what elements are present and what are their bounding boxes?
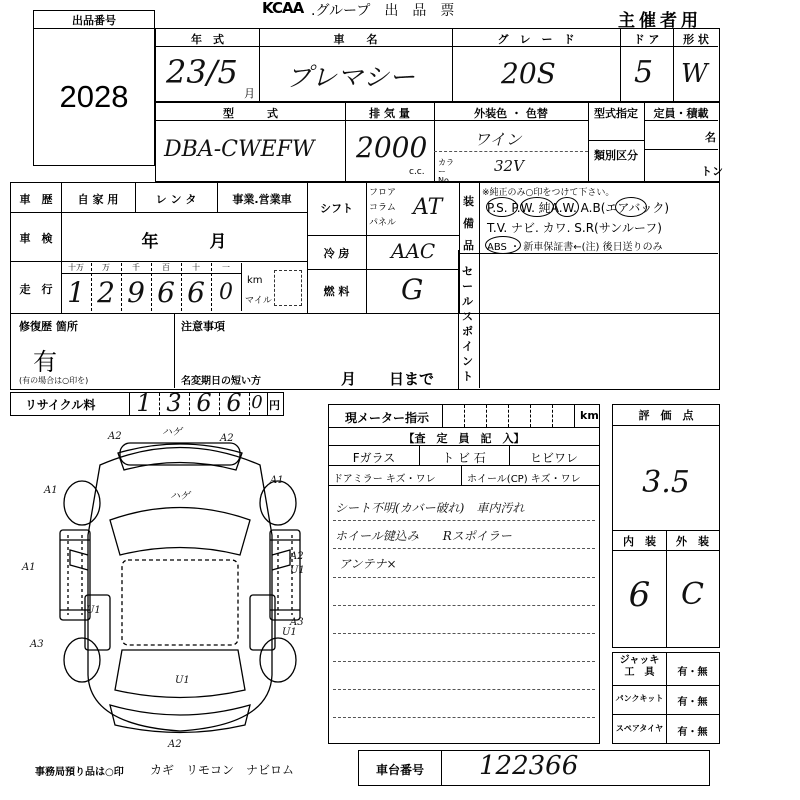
shift-option-column: コラム: [369, 203, 396, 213]
mark-u1-left-rear: U1: [86, 605, 101, 616]
fuel-value: G: [401, 273, 424, 306]
rear-bumper: [110, 705, 250, 733]
fuel-label: 燃 料: [323, 285, 350, 298]
people-unit: 名: [705, 131, 716, 144]
recycle-digit-1: 1: [136, 389, 152, 417]
digit-label-10: 十: [192, 263, 200, 272]
shape-label: 形 状: [683, 33, 709, 46]
shift-label: シフト: [320, 202, 353, 215]
inspector-note-2: ホイール键込み Rスポイラー: [335, 529, 512, 543]
sale-point-box: [458, 250, 720, 390]
left-door-lines: [68, 535, 82, 615]
recycle-digit-3: 6: [196, 389, 212, 417]
recycle-label: リサイクル料: [25, 398, 96, 412]
shift-option-floor: フロア: [369, 188, 397, 198]
office-note: 事務局預り品は○印: [35, 767, 124, 778]
mileage-digit-2: 2: [97, 276, 115, 309]
grade-label: グ レ ー ド: [497, 33, 575, 46]
mileage-label: 走 行: [19, 283, 53, 296]
tool-jack-label: ジャッキ 工 具: [619, 655, 660, 678]
windshield: [110, 508, 250, 556]
caution-day: 日まで: [389, 370, 435, 388]
inspector-title: 【査 定 員 記 入】: [403, 432, 525, 445]
equipment-note: ※純正のみ○印をつけて下さい。: [482, 188, 615, 198]
grade-value: 20S: [501, 57, 556, 90]
mark-u1-right-rear: U1: [282, 627, 297, 638]
repair-note: (有の場合は○印を): [19, 376, 89, 385]
repair-label: 修復歴 箇所: [19, 320, 78, 333]
wheel-damage-label: ホイール(CP) キズ・ワレ: [467, 474, 581, 485]
lot-box: [33, 10, 155, 166]
inspector-note-3: アンテナ×: [339, 557, 397, 571]
left-rear-panel: [85, 595, 110, 650]
history-label: 車 歴: [19, 193, 53, 206]
history-option-private: 自 家 用: [77, 193, 119, 206]
mile-checkbox: [274, 270, 302, 306]
car-diagram: [22, 425, 320, 755]
color-label: 外装色 ・ 色替: [474, 107, 548, 120]
evaluation-score: 3.5: [642, 465, 690, 500]
sponsor-label: 主催者用: [618, 11, 702, 31]
unit-km: km: [247, 275, 263, 286]
row2-box: [155, 102, 723, 185]
year-suffix: 月: [244, 87, 255, 100]
mirror-left: [70, 550, 88, 570]
tool-spare-value: 有・無: [677, 727, 708, 738]
door-label: ド ア: [633, 33, 660, 46]
color-no-value: 32V: [494, 157, 524, 175]
capacity-label: 定員・積載: [653, 107, 709, 120]
aw-circle: [555, 197, 579, 217]
tool-puncture-value: 有・無: [677, 697, 708, 708]
interior-label: 内 装: [623, 535, 656, 548]
mark-a3-left-rear: A3: [30, 639, 44, 650]
tools-box: [612, 652, 720, 744]
rear-window: [115, 650, 245, 698]
shift-option-panel: パネル: [369, 218, 397, 228]
chassis-box: [358, 750, 710, 786]
recycle-digit-4: 6: [226, 389, 242, 417]
repair-value: 有: [33, 348, 57, 376]
mark-hage-roof: ハゲ: [170, 491, 190, 502]
mark-a1-left-door: A1: [22, 562, 36, 573]
history-option-rental: レ ン タ: [155, 193, 197, 206]
tool-puncture-label: パンクキット: [615, 694, 664, 703]
lot-label: 出品番号: [72, 14, 116, 27]
recycle-digit-2: 3: [166, 389, 182, 417]
exterior-value: C: [681, 577, 704, 612]
mark-a1-left-front: A1: [44, 485, 58, 496]
mileage-digit-6: 0: [219, 280, 233, 305]
name-label: 車 名: [333, 33, 378, 46]
color-no-label: カラー No.: [438, 158, 454, 185]
equipment-line-1: P.S. P.W. 純A.W. A.B(エアバック): [487, 201, 670, 215]
digit-label-1: 一: [222, 263, 230, 272]
mark-a2-rear: A2: [168, 739, 182, 750]
chip-label: ト ビ 石: [442, 451, 486, 465]
ps-circle: [486, 197, 518, 217]
mark-hage-front: ハゲ: [162, 427, 182, 438]
crack-label: ヒビワレ: [529, 451, 578, 465]
mark-u1-right-door-1: U1: [290, 565, 305, 576]
year-label: 年 式: [191, 33, 224, 46]
type-spec-label: 型式指定: [594, 107, 638, 120]
mirror-right: [272, 550, 290, 570]
mark-a1-right-front: A1: [270, 475, 284, 486]
ac-label: 冷 房: [323, 247, 350, 260]
chassis-label: 車台番号: [375, 763, 424, 777]
mark-a3-right-rear: A3: [290, 617, 304, 628]
repair-box: [10, 314, 459, 390]
front-grille: [120, 443, 240, 465]
mileage-digit-5: 6: [187, 276, 205, 309]
year-value: 23/5: [166, 53, 238, 91]
cc-unit: c.c.: [409, 167, 425, 177]
digit-label-1k: 千: [132, 263, 140, 272]
wheel-front-left: [64, 481, 100, 525]
evaluation-box: [612, 404, 720, 648]
recycle-box: [10, 389, 284, 417]
unit-mile: マイル: [245, 296, 272, 306]
equipment-line-2: T.V. ナビ. カワ. S.R(サンルーフ): [487, 221, 662, 235]
door-value: 5: [634, 55, 654, 90]
wheel-front-right: [260, 481, 296, 525]
shift-value: AT: [413, 195, 443, 220]
office-items: カギ リモコン ナビロム: [150, 763, 295, 777]
wheel-rear-left: [64, 638, 100, 682]
model-value: DBA-CWEFW: [164, 137, 315, 162]
category-label: 類別区分: [594, 149, 638, 162]
shape-value: W: [681, 59, 708, 89]
sale-point-label: セールスポイント: [462, 265, 473, 383]
inspector-box: [328, 404, 600, 744]
recycle-unit: 円: [269, 399, 280, 412]
chassis-value: 122366: [479, 751, 579, 781]
form-title: .グループ 出 品 票: [311, 3, 455, 19]
history-option-business: 事業.営業車: [232, 193, 292, 206]
tool-jack-value: 有・無: [677, 667, 708, 678]
digit-label-100: 百: [162, 263, 170, 272]
caution-month: 月: [341, 370, 357, 388]
meter-unit: km: [580, 409, 599, 422]
mark-a2-right-door: A2: [290, 551, 304, 562]
roof: [122, 560, 238, 645]
mileage-digit-3: 9: [127, 276, 145, 309]
displacement-value: 2000: [356, 131, 428, 164]
digit-label-100k: 十万: [68, 263, 84, 272]
mark-u1-rear: U1: [175, 675, 190, 686]
ab-circle: [615, 197, 647, 217]
mileage-digit-4: 6: [157, 276, 175, 309]
glass-label: Fガラス: [352, 451, 396, 465]
meter-label: 現メーター指示: [345, 411, 430, 425]
inspection-label: 車 検: [19, 232, 53, 245]
mirror-damage-label: ドアミラー キズ・ワレ: [333, 474, 436, 485]
right-rear-panel: [250, 595, 275, 650]
caution-label: 注意事項: [181, 320, 225, 333]
color-value: ワイン: [474, 130, 522, 149]
wheel-rear-right: [260, 638, 296, 682]
recycle-digit-5: 0: [251, 392, 263, 413]
inspector-note-1: シート不明(カバー破れ) 車内汚れ: [335, 501, 525, 515]
inspection-value: 年 月: [141, 232, 227, 252]
lot-number: 2028: [59, 79, 129, 114]
name-value: プレマシー: [286, 63, 415, 93]
model-label: 型 式: [223, 107, 278, 120]
interior-value: 6: [628, 575, 651, 615]
ton-unit: トン: [701, 165, 723, 178]
row1-box: [155, 28, 720, 102]
equipment-label-text: 装備品: [463, 195, 474, 252]
mark-a2-front-right: A2: [220, 433, 234, 444]
pw-circle: [520, 197, 554, 217]
tool-spare-label: スペアタイヤ: [615, 724, 664, 733]
evaluation-label: 評 価 点: [638, 409, 694, 422]
mark-a2-front-left: A2: [108, 431, 122, 442]
displacement-label: 排 気 量: [369, 107, 410, 120]
equipment-line-3: ABS ・ 新車保証書←(注) 後日送りのみ: [487, 242, 663, 253]
equipment-label: [463, 191, 477, 257]
brand-logo: KCAA: [262, 0, 304, 17]
digit-label-10k: 万: [102, 263, 110, 272]
mileage-digit-1: 1: [67, 276, 85, 309]
exterior-label: 外 装: [676, 535, 709, 548]
name-change-label: 名変期日の短い方: [181, 376, 261, 387]
ac-value: AAC: [391, 239, 436, 263]
